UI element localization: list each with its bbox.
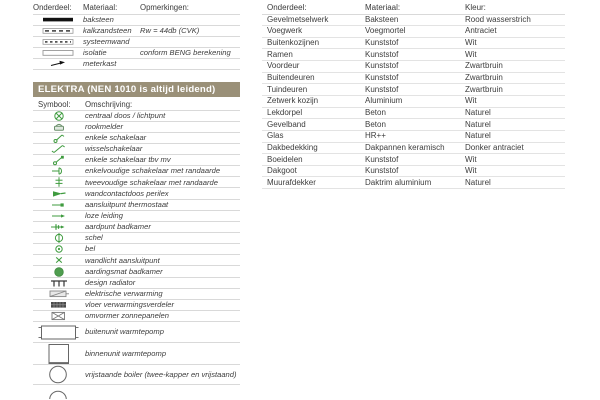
exterior-row xyxy=(262,26,565,38)
symbol-description: binnenunit warmtepomp xyxy=(85,348,167,358)
exterior-row xyxy=(262,119,565,131)
symbol-description: enkele schakelaar xyxy=(85,133,147,143)
exterior-onderdeel: Voordeur xyxy=(267,61,300,71)
materials-header-opmerkingen: Opmerkingen: xyxy=(140,3,189,13)
exterior-materiaal: Kunststof xyxy=(365,154,399,164)
symbol-description: buitenunit warmtepomp xyxy=(85,327,164,337)
material-row xyxy=(33,59,240,70)
exterior-header-onderdeel: Onderdeel: xyxy=(267,3,307,13)
solar-inverter-icon xyxy=(33,310,85,322)
symbol-description: elektrische verwarming xyxy=(85,289,163,299)
symbol-description: enkele schakelaar tbv mv xyxy=(85,155,171,165)
indoor-heatpump-icon xyxy=(33,343,85,365)
material-row xyxy=(33,37,240,48)
symbol-description: wisselschakelaar xyxy=(85,144,143,154)
symbol-description: bel xyxy=(85,244,96,254)
exterior-onderdeel: Glas xyxy=(267,131,284,141)
exterior-row xyxy=(262,108,565,120)
exterior-kleur: Zwartbruin xyxy=(465,61,503,71)
exterior-kleur: Zwartbruin xyxy=(465,73,503,83)
exterior-onderdeel: Buitendeuren xyxy=(267,73,315,83)
material-note: Rw = 44db (CVK) xyxy=(140,25,200,35)
exterior-row xyxy=(262,131,565,143)
materials-legend-rows xyxy=(33,15,240,70)
materials-legend-header xyxy=(33,3,240,15)
symbol-description: loze leiding xyxy=(85,211,123,221)
exterior-row xyxy=(262,154,565,166)
elektra-symbol-row xyxy=(33,365,240,385)
exterior-row xyxy=(262,166,565,178)
symbol-description: rookmelder xyxy=(85,121,123,131)
exterior-row xyxy=(262,73,565,85)
symbol-description: aardpunt badkamer xyxy=(85,222,151,232)
exterior-kleur: Wit xyxy=(465,38,477,48)
exterior-kleur: Donker antraciet xyxy=(465,142,524,152)
left-legend-column xyxy=(33,3,240,399)
elektra-header-omschrijving: Omschrijving: xyxy=(85,99,133,109)
exterior-materiaal: Kunststof xyxy=(365,166,399,176)
exterior-materiaal: Beton xyxy=(365,119,386,129)
symbol-description: vloer verwarmingsverdeler xyxy=(85,300,175,310)
symbol-description: centraal doos / lichtpunt xyxy=(85,110,166,120)
exterior-materiaal: Kunststof xyxy=(365,84,399,94)
exterior-kleur: Wit xyxy=(465,96,477,106)
exterior-kleur: Naturel xyxy=(465,177,491,187)
exterior-onderdeel: Boeidelen xyxy=(267,154,303,164)
symbol-description: aansluitpunt thermostaat xyxy=(85,199,169,209)
exterior-materiaal: Daktrim aluminium xyxy=(365,177,432,187)
symbol-description: vrijstaande boiler (twee-kapper en vrijstaand) xyxy=(85,369,237,379)
exterior-kleur: Zwartbruin xyxy=(465,84,503,94)
elektra-header-symbool: Symbool: xyxy=(38,99,71,109)
exterior-finishes-column xyxy=(262,3,565,189)
exterior-row xyxy=(262,96,565,108)
material-row xyxy=(33,15,240,26)
exterior-materiaal: Baksteen xyxy=(365,14,399,24)
insulation-icon xyxy=(33,49,83,57)
masonry-wall-icon xyxy=(33,16,83,23)
exterior-onderdeel: Gevelmetselwerk xyxy=(267,14,329,24)
symbol-description: design radiator xyxy=(85,277,136,287)
material-name: meterkast xyxy=(83,58,117,68)
system-wall-icon xyxy=(33,38,83,46)
materials-header-onderdeel: Onderdeel: xyxy=(33,3,72,13)
exterior-materiaal: HR++ xyxy=(365,131,386,141)
symbol-description: wandlicht aansluitpunt xyxy=(85,255,160,265)
elektra-symbols-table xyxy=(33,100,240,400)
exterior-materiaal: Kunststof xyxy=(365,38,399,48)
material-name: kalkzandsteen xyxy=(83,25,132,35)
exterior-onderdeel: Dakbedekking xyxy=(267,142,318,152)
symbol-description: tweevoudige schakelaar met randaarde xyxy=(85,177,218,187)
elektra-symbol-row xyxy=(33,343,240,365)
elektra-symbol-rows xyxy=(33,111,240,400)
exterior-header-materiaal: Materiaal: xyxy=(365,3,401,13)
symbol-description: wandcontactdoos perilex xyxy=(85,188,169,198)
exterior-onderdeel: Voegwerk xyxy=(267,26,303,36)
exterior-kleur: Naturel xyxy=(465,107,491,117)
exterior-kleur: Rood wasserstrich xyxy=(465,14,531,24)
exterior-header-kleur: Kleur: xyxy=(465,3,486,13)
exterior-materiaal: Voegmortel xyxy=(365,26,406,36)
material-name: systeemwand xyxy=(83,36,130,46)
exterior-onderdeel: Gevelband xyxy=(267,119,306,129)
boiler-icon xyxy=(33,365,85,384)
boiler-partial-icon xyxy=(33,385,85,399)
exterior-row xyxy=(262,38,565,50)
materials-legend-table xyxy=(33,3,240,70)
exterior-materiaal: Aluminium xyxy=(365,96,403,106)
exterior-kleur: Wit xyxy=(465,154,477,164)
exterior-onderdeel: Muurafdekker xyxy=(267,177,316,187)
exterior-row xyxy=(262,61,565,73)
meter-cabinet-icon xyxy=(33,59,83,68)
exterior-kleur: Antraciet xyxy=(465,26,497,36)
elektra-symbol-row xyxy=(33,311,240,322)
exterior-onderdeel: Zetwerk kozijn xyxy=(267,96,319,106)
exterior-materiaal: Kunststof xyxy=(365,73,399,83)
exterior-materiaal: Kunststof xyxy=(365,61,399,71)
exterior-kleur: Naturel xyxy=(465,119,491,129)
material-name: baksteen xyxy=(83,14,114,24)
exterior-row xyxy=(262,15,565,27)
symbol-description: schel xyxy=(85,233,103,243)
exterior-row xyxy=(262,177,565,189)
elektra-section-header: ELEKTRA (NEN 1010 is altijd leidend) xyxy=(33,82,240,97)
exterior-finishes-table xyxy=(262,3,565,189)
exterior-onderdeel: Tuindeuren xyxy=(267,84,308,94)
exterior-row xyxy=(262,49,565,61)
exterior-onderdeel: Ramen xyxy=(267,49,293,59)
exterior-kleur: Wit xyxy=(465,49,477,59)
material-note: conform BENG berekening xyxy=(140,47,231,57)
exterior-onderdeel: Dakgoot xyxy=(267,166,297,176)
symbol-description: enkelvoudige schakelaar met randaarde xyxy=(85,166,221,176)
exterior-onderdeel: Lekdorpel xyxy=(267,107,303,117)
elektra-symbol-row xyxy=(33,322,240,343)
elektra-symbol-row xyxy=(33,385,240,399)
outdoor-heatpump-icon xyxy=(33,323,85,342)
symbol-description: omvormer zonnepanelen xyxy=(85,311,170,321)
material-row xyxy=(33,48,240,59)
exterior-materiaal: Dakpannen keramisch xyxy=(365,142,445,152)
sand-lime-wall-icon xyxy=(33,27,83,35)
exterior-row xyxy=(262,84,565,96)
exterior-table-rows xyxy=(262,15,565,190)
exterior-kleur: Naturel xyxy=(465,131,491,141)
exterior-kleur: Wit xyxy=(465,166,477,176)
materials-header-materiaal: Materiaal: xyxy=(83,3,118,13)
exterior-materiaal: Beton xyxy=(365,107,386,117)
exterior-onderdeel: Buitenkozijnen xyxy=(267,38,320,48)
symbol-description: aardingsmat badkamer xyxy=(85,266,163,276)
exterior-table-header xyxy=(262,3,565,15)
material-name: isolatie xyxy=(83,47,107,57)
exterior-materiaal: Kunststof xyxy=(365,49,399,59)
exterior-row xyxy=(262,143,565,155)
material-row xyxy=(33,26,240,37)
